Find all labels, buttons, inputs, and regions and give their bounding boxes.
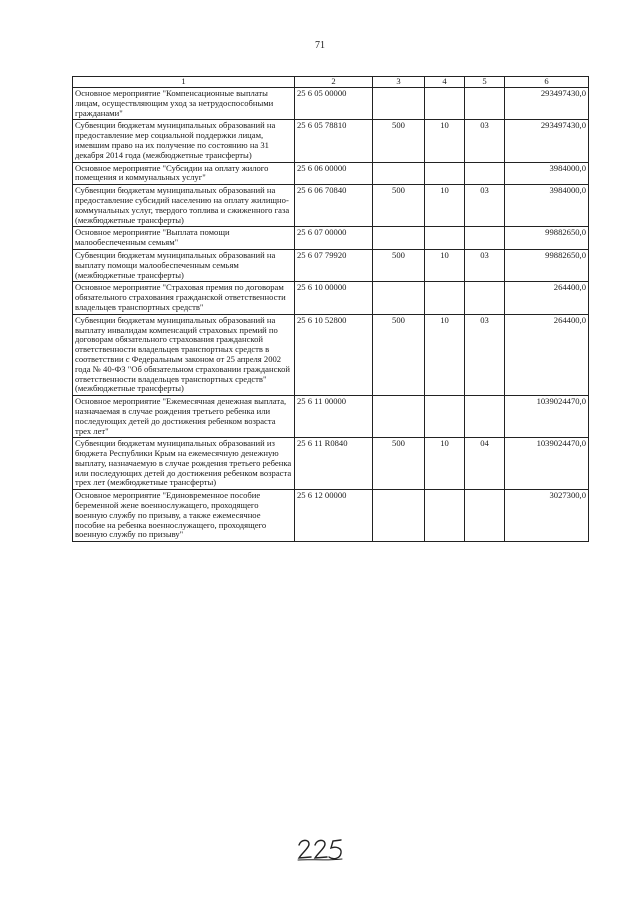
header-col-5: 5: [465, 77, 505, 88]
table-row: [73, 120, 589, 162]
row-description: Субвенции бюджетам муниципальных образований на выплату инвалидам компенсаций страховых премий по договорам обязательного страхования гражданской ответственности владельцев транспортных средств в соответствии с Федеральным законом от 25 апреля 2002 года № 40-ФЗ "Об обязательном страховании гражданской ответственности владельцев транспортных средств" (межбюджетные трансферты): [73, 314, 295, 395]
table-row: [73, 249, 589, 281]
row-col-4: [425, 490, 465, 542]
row-col-5: 04: [465, 438, 505, 490]
row-description: Субвенции бюджетам муниципальных образований на выплату помощи малообеспеченным семьям (межбюджетные трансферты): [73, 249, 295, 281]
row-col-4: 10: [425, 314, 465, 395]
row-col-3: 500: [373, 249, 425, 281]
row-amount: 3984000,0: [505, 185, 589, 227]
row-col-5: 03: [465, 185, 505, 227]
row-col-4: [425, 396, 465, 438]
row-description: Основное мероприятие "Выплата помощи малообеспеченным семьям": [73, 227, 295, 250]
row-col-5: [465, 396, 505, 438]
row-code: 25 6 12 00000: [295, 490, 373, 542]
row-col-5: 03: [465, 249, 505, 281]
row-col-5: [465, 88, 505, 120]
table-row: [73, 282, 589, 314]
table-row: [73, 162, 589, 185]
row-col-3: 500: [373, 438, 425, 490]
row-code: 25 6 06 00000: [295, 162, 373, 185]
row-col-3: [373, 88, 425, 120]
row-description: Основное мероприятие "Страховая премия по договорам обязательного страхования гражданской ответственности владельцев транспортных средств": [73, 282, 295, 314]
row-code: 25 6 07 79920: [295, 249, 373, 281]
row-description: Основное мероприятие "Субсидии на оплату жилого помещения и коммунальных услуг": [73, 162, 295, 185]
row-amount: 3984000,0: [505, 162, 589, 185]
row-col-3: 500: [373, 185, 425, 227]
table-row: [73, 314, 589, 395]
header-col-6: 6: [505, 77, 589, 88]
table-body: [73, 88, 589, 542]
table-row: [73, 438, 589, 490]
row-col-3: [373, 396, 425, 438]
page-number: 71: [315, 40, 325, 51]
table-header-row: [73, 77, 589, 88]
row-col-4: [425, 162, 465, 185]
row-description: Субвенции бюджетам муниципальных образований на предоставление мер социальной поддержки лицам, имевшим право на их получение по состоянию на 31 декабря 2014 года (межбюджетные трансферты): [73, 120, 295, 162]
row-col-3: [373, 282, 425, 314]
row-col-4: [425, 88, 465, 120]
row-col-5: [465, 162, 505, 185]
row-col-3: 500: [373, 120, 425, 162]
row-amount: 293497430,0: [505, 120, 589, 162]
row-col-5: [465, 227, 505, 250]
row-amount: 264400,0: [505, 314, 589, 395]
row-code: 25 6 11 00000: [295, 396, 373, 438]
row-col-4: [425, 227, 465, 250]
table-row: [73, 227, 589, 250]
row-col-3: [373, 162, 425, 185]
row-col-3: 500: [373, 314, 425, 395]
row-amount: 99882650,0: [505, 249, 589, 281]
header-col-3: 3: [373, 77, 425, 88]
table-row: [73, 490, 589, 542]
row-code: 25 6 07 00000: [295, 227, 373, 250]
row-code: 25 6 05 78810: [295, 120, 373, 162]
row-amount: 293497430,0: [505, 88, 589, 120]
budget-table: [72, 76, 589, 542]
header-col-4: 4: [425, 77, 465, 88]
row-amount: 3027300,0: [505, 490, 589, 542]
row-col-5: [465, 490, 505, 542]
row-col-4: 10: [425, 185, 465, 227]
row-amount: 264400,0: [505, 282, 589, 314]
row-col-4: 10: [425, 438, 465, 490]
row-col-4: [425, 282, 465, 314]
table-row: [73, 88, 589, 120]
table-row: [73, 185, 589, 227]
row-description: Субвенции бюджетам муниципальных образований на предоставление субсидий населению на оплату жилищно-коммунальных услуг, твердого топлива и сжиженного газа (межбюджетные трансферты): [73, 185, 295, 227]
header-col-2: 2: [295, 77, 373, 88]
row-amount: 1039024470,0: [505, 396, 589, 438]
row-col-4: 10: [425, 120, 465, 162]
row-col-4: 10: [425, 249, 465, 281]
row-col-5: 03: [465, 314, 505, 395]
row-description: Основное мероприятие "Компенсационные выплаты лицам, осуществляющим уход за нетрудоспособными гражданами": [73, 88, 295, 120]
row-description: Субвенции бюджетам муниципальных образований из бюджета Республики Крым на ежемесячную денежную выплату, назначаемую в случае рождения третьего ребенка или последующих детей до достижения ребенком возраста трех лет (межбюджетные трансферты): [73, 438, 295, 490]
row-col-3: [373, 227, 425, 250]
row-code: 25 6 06 70840: [295, 185, 373, 227]
row-col-5: [465, 282, 505, 314]
row-code: 25 6 11 R0840: [295, 438, 373, 490]
table-row: [73, 396, 589, 438]
row-code: 25 6 10 52800: [295, 314, 373, 395]
row-amount: 1039024470,0: [505, 438, 589, 490]
header-col-1: 1: [73, 77, 295, 88]
row-code: 25 6 05 00000: [295, 88, 373, 120]
row-amount: 99882650,0: [505, 227, 589, 250]
row-description: Основное мероприятие "Ежемесячная денежная выплата, назначаемая в случае рождения третьего ребенка или последующих детей до достижения ребенком возраста трех лет": [73, 396, 295, 438]
row-col-5: 03: [465, 120, 505, 162]
row-description: Основное мероприятие "Единовременное пособие беременной жене военнослужащего, проходящего военную службу по призыву, а также ежемесячное пособие на ребенка военнослужащего, проходящего военную службу по призыву": [73, 490, 295, 542]
row-col-3: [373, 490, 425, 542]
row-code: 25 6 10 00000: [295, 282, 373, 314]
handwritten-signature: [296, 836, 346, 862]
